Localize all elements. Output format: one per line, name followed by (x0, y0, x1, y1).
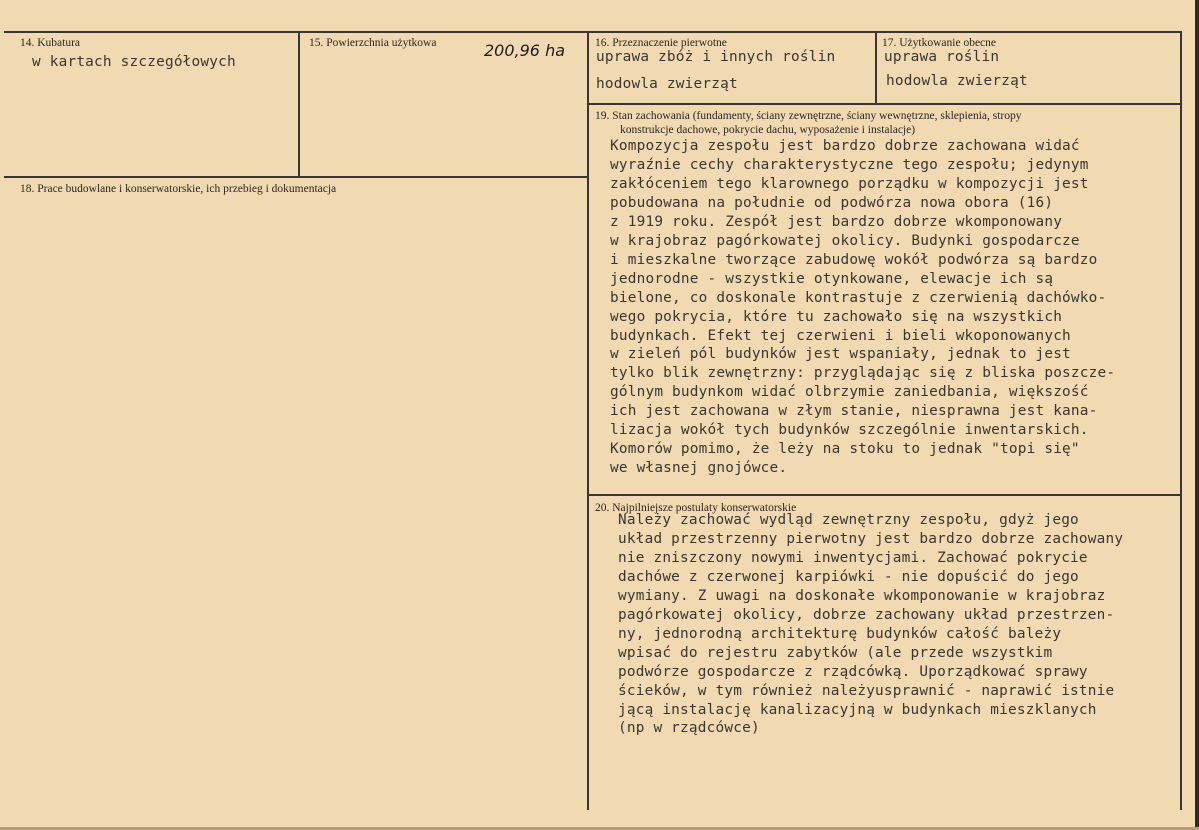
rule-above-20 (589, 494, 1182, 496)
field-19-text-line-17: Komorów pomimo, że leży na stoku to jednak "topi się" (610, 441, 1080, 458)
field-20-text-line-5: wymiany. Z uwagi na doskonałe wkomponowanie w krajobraz (618, 587, 1106, 604)
field-20-text-line-8: wpisać do rejestru zabytków (ale przede wszystkim (618, 644, 1053, 661)
divider-16-17 (875, 33, 877, 103)
field-19-text-line-1: Kompozycja zespołu jest bardzo dobrze zachowana widać (610, 138, 1080, 154)
scan-edge-right (1195, 0, 1199, 830)
rule-above-19 (589, 103, 1182, 105)
field-17-label: 17. Użytkowanie obecne (882, 37, 997, 49)
field-20-text-line-6: pagórkowatej okolicy, dobrze zachowany układ przestrzen- (618, 606, 1115, 623)
field-14-value: w kartach szczegółowych (32, 54, 236, 70)
field-17-line-1: uprawa roślin (884, 49, 1000, 65)
field-18-label: 18. Prace budowlane i konserwatorskie, ich przebieg i dokumentacja (20, 183, 337, 195)
field-20-text-line-4: dachówe z czerwonej karpiówki - nie dopuścić do jego (618, 568, 1079, 585)
field-20-text-line-3: nie zniszczony nowymi inwentycjami. Zachować pokrycie (618, 549, 1088, 566)
main-column-divider (587, 33, 589, 810)
field-20-text-line-11: jącą instalację kanalizacyjną w budynkach mieszklanych (618, 701, 1097, 718)
field-19-text-line-5: z 1919 roku. Zespół jest bardzo dobrze wkomponowany (610, 213, 1063, 230)
divider-14-15 (298, 33, 300, 176)
field-14-label: 14. Kubatura (20, 37, 81, 49)
field-19-text-line-6: w krajobraz pagórkowatej okolicy. Budynki gospodarcze (610, 232, 1080, 249)
rule-above-18 (4, 176, 587, 178)
field-19-text-line-14: gólnym budynkom widać olbrzymie zaniedbania, większość (610, 384, 1089, 401)
field-20-text-line-12: (np w rządcówce) (618, 720, 760, 737)
field-16-line-2: hodowla zwierząt (596, 76, 738, 92)
field-20-label: 20. Najpilniejsze postulaty konserwatorskie (595, 502, 797, 514)
field-19-label-line-2: konstrukcje dachowe, pokrycie dachu, wyposażenie i instalacje) (620, 124, 916, 136)
field-20-text-line-9: podwórze gospodarcze z rządcówką. Uporządkować sprawy (618, 663, 1088, 680)
field-19-text-line-10: wego pokrycia, które tu zachowało się na wszystkich (610, 308, 1063, 325)
field-16-line-1: uprawa zbóż i innych roślin (596, 49, 836, 65)
field-15-label: 15. Powierzchnia użytkowa (309, 37, 437, 49)
field-19-text-line-16: lizacja wokół tych budynków szczególnie inwentarskich. (610, 422, 1089, 439)
field-19-text-line-7: i mieszkalne tworzące zabudowę wokół podwórza są bardzo (610, 251, 1098, 268)
right-column-border (1180, 33, 1182, 810)
field-20-text-line-1: Należy zachować wydląd zewnętrzny zespołu, gdyż jego (618, 512, 1079, 528)
top-rule (4, 31, 1182, 33)
field-19-text-line-2: wyraźnie cechy charakterystyczne tego zespołu; jedynym (610, 156, 1089, 173)
field-19-text-line-11: budynkach. Efekt tej czerwieni i bieli wkoponowanych (610, 327, 1071, 344)
field-19-text-line-4: pobudowana na południe od podwórza nowa obora (16) (610, 194, 1054, 211)
field-19-text-line-13: tylko blik zewnętrzny: przyglądając się z bliska poszcze- (610, 365, 1116, 382)
field-19-text-line-3: zakłóceniem tego klarownego porządku w kompozycji jest (610, 175, 1089, 192)
field-20-text-line-2: układ przestrzenny pierwotny jest bardzo dobrze zachowany (618, 530, 1124, 547)
field-20-text-line-10: ścieków, w tym również należyusprawnić - naprawić istnie (618, 682, 1115, 699)
field-19-label-line-1: 19. Stan zachowania (fundamenty, ściany zewnętrzne, ściany wewnętrzne, sklepienia, stropy (595, 110, 1022, 122)
field-16-label: 16. Przeznaczenie pierwotne (595, 37, 727, 49)
field-17-line-2: hodowla zwierząt (886, 73, 1028, 89)
field-19-text-line-18: we własnej gnojówce. (610, 460, 788, 477)
field-19-text-line-8: jednorodne - wszystkie otynkowane, elewacje ich są (610, 270, 1054, 287)
field-19-text-line-15: ich jest zachowana w złym stanie, niesprawna jest kana- (610, 403, 1098, 420)
field-15-handwritten-value: 200,96 ha (484, 41, 566, 60)
field-19-text-line-9: bielone, co doskonale kontrastuje z czerwienią dachówko- (610, 289, 1107, 306)
field-20-text-line-7: ny, jednorodną architekturę budynków całość bależy (618, 625, 1062, 642)
field-19-text-line-12: w zieleń pól budynków jest wspaniały, jednak to jest (610, 346, 1071, 363)
